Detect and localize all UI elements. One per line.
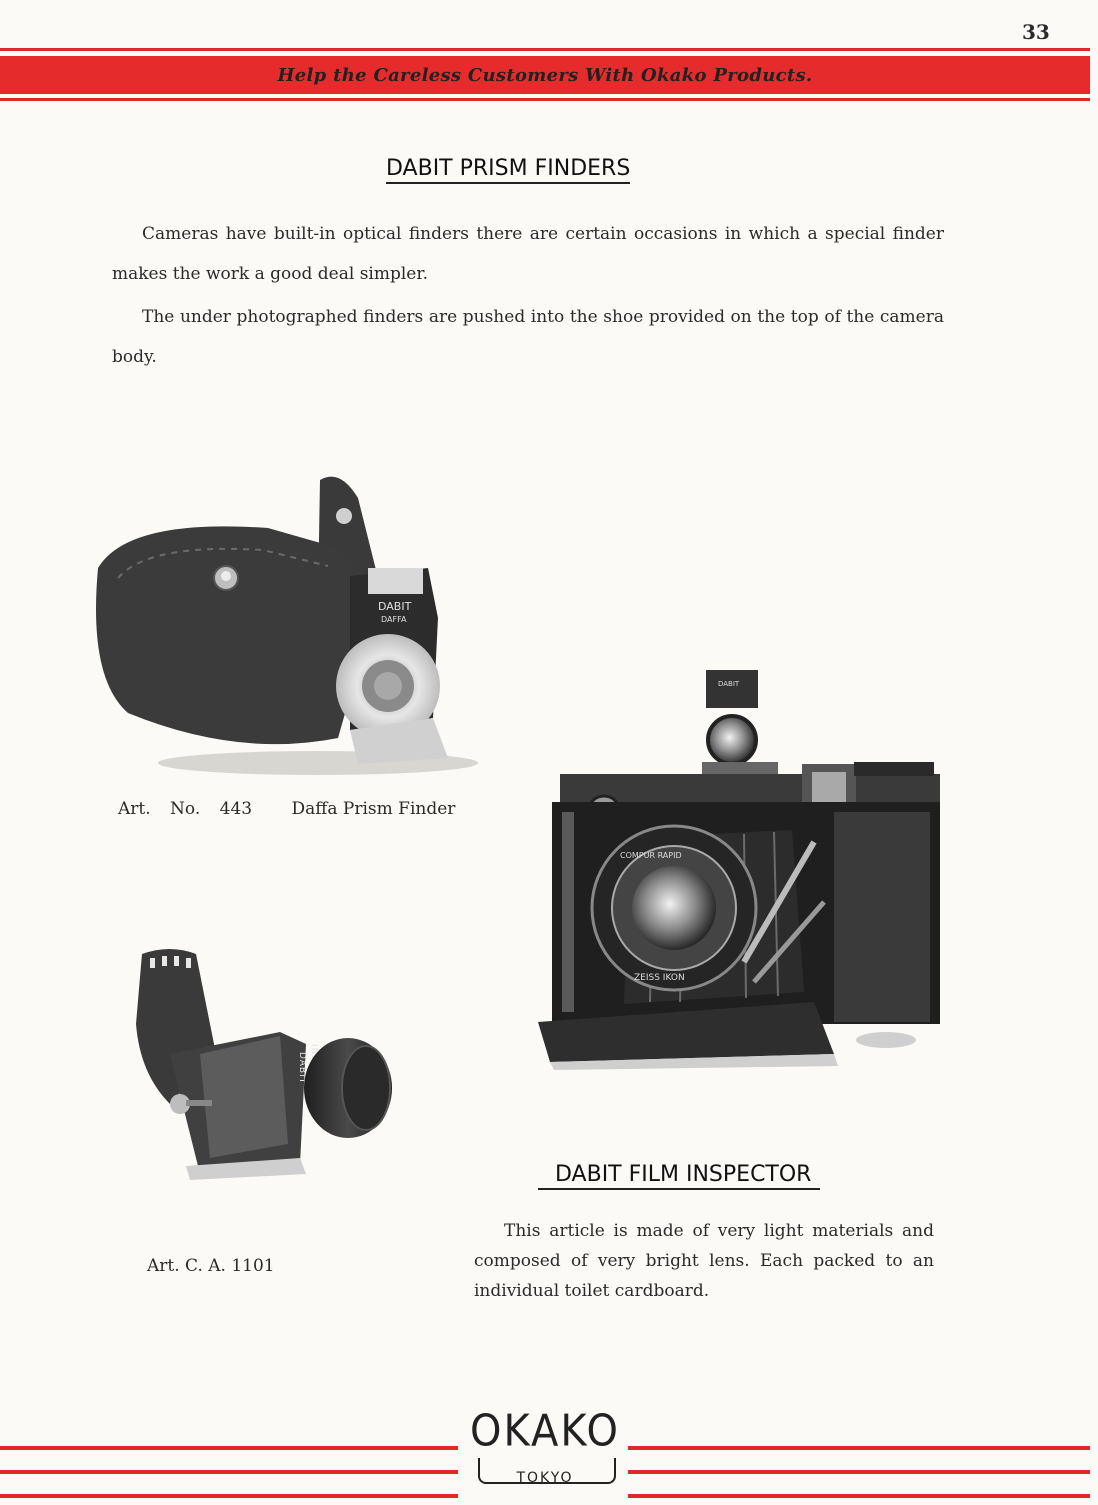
inspector-caption: Art. C. A. 1101 xyxy=(147,1256,275,1276)
intro-paragraph-2: The under photographed finders are pushed into the shoe provided on the top of the camera body. xyxy=(112,307,944,367)
footer-rule-right-2 xyxy=(628,1470,1090,1474)
finder-brand-marking: DABIT xyxy=(378,600,412,613)
camera-maker-marking: ZEISS IKON xyxy=(634,973,685,983)
art-number: 443 xyxy=(219,799,253,819)
slogan-text: Help the Careless Customers With Okako Products. xyxy=(277,64,813,86)
inspector-brand-marking: DABIT xyxy=(297,1052,307,1085)
art-no-label: No. xyxy=(170,799,201,819)
top-rule-lower xyxy=(0,98,1090,101)
film-inspector-photo xyxy=(130,944,400,1184)
daffa-finder-photo xyxy=(88,468,508,778)
footer-rule-right-3 xyxy=(628,1494,1090,1498)
camera-shutter-marking: COMPUR RAPID xyxy=(620,851,682,860)
prism-finders-heading: DABIT PRISM FINDERS xyxy=(386,156,630,184)
film-inspector-paragraph: This article is made of very light materials and composed of very bright lens. Each packed to an individual toilet cardboard. xyxy=(474,1221,934,1301)
product-name: Daffa Prism Finder xyxy=(291,799,456,819)
top-rule-upper xyxy=(0,48,1090,51)
okako-logo xyxy=(470,1405,620,1492)
okako-logo-city: TOKYO xyxy=(516,1470,574,1486)
footer-rule-left-1 xyxy=(0,1446,458,1450)
camera-with-finder-photo xyxy=(534,662,944,1072)
page-number: 33 xyxy=(1022,20,1050,44)
footer-rule-left-3 xyxy=(0,1494,458,1498)
intro-paragraph-1: Cameras have built-in optical finders there are certain occasions in which a special finder makes the work a good deal simpler. xyxy=(112,224,944,284)
okako-logo-text: OKAKO xyxy=(470,1405,620,1457)
footer-rule-left-2 xyxy=(0,1470,458,1474)
slogan-banner xyxy=(0,56,1090,94)
footer-rule-right-1 xyxy=(628,1446,1090,1450)
camera-finder-brand: DABIT xyxy=(718,680,740,688)
daffa-finder-caption xyxy=(118,799,455,819)
art-label: Art. xyxy=(118,799,151,819)
finder-model-marking: DAFFA xyxy=(381,615,407,624)
film-inspector-heading: DABIT FILM INSPECTOR xyxy=(538,1162,820,1190)
